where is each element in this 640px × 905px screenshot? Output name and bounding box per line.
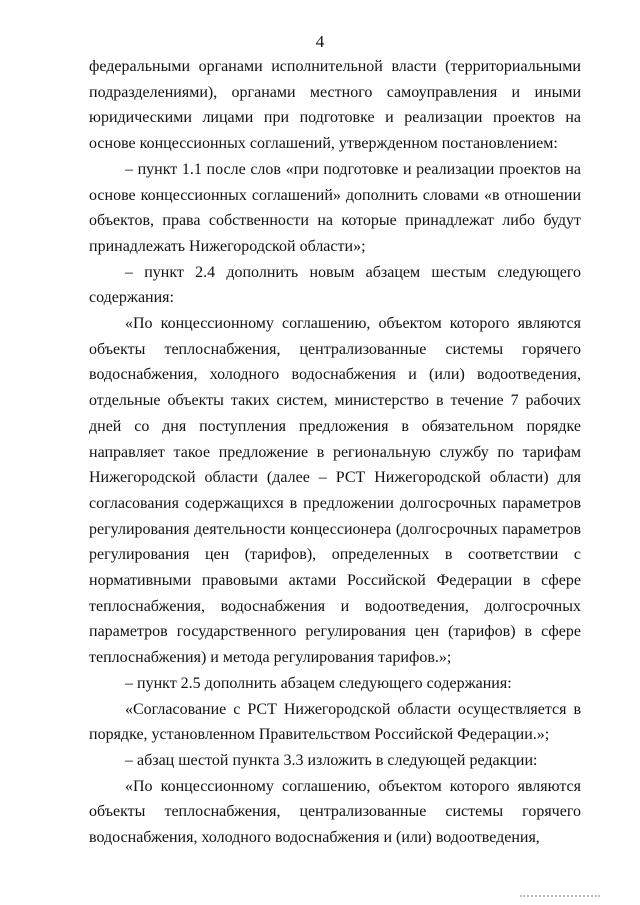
paragraph-item-1-1: – пункт 1.1 после слов «при подготовке и реализации проектов на основе концессионных соглашений» дополнить словами «в отношении объектов, права собственности на которые принадлежат либо будут принадлежать Нижегородской области»;: [89, 160, 581, 255]
paragraph-item-2-4: – пункт 2.4 дополнить новым абзацем шестым следующего содержания:: [89, 263, 581, 307]
paragraph-continuation: федеральными органами исполнительной власти (территориальными подразделениями), органами местного самоуправления и иными юридическими лицами при подготовке и реализации проектов на основе концессионных соглашений, утвержденном постановлением:: [89, 58, 581, 153]
paragraph-quote-2-5: «Согласование с РСТ Нижегородской области осуществляется в порядке, установленном Правительством Российской Федерации.»;: [89, 700, 581, 744]
paragraph-item-3-3: – абзац шестой пункта 3.3 изложить в следующей редакции:: [125, 751, 538, 769]
paragraph-quote-3-3: «По концессионному соглашению, объектом которого являются объекты теплоснабжения, централизованные системы горячего водоснабжения, холодного водоснабжения и (или) водоотведения,: [89, 777, 581, 847]
footer-mark: [520, 895, 600, 901]
paragraph-quote-2-4: «По концессионному соглашению, объектом которого являются объекты теплоснабжения, централизованные системы горячего водоснабжения, холодного водоснабжения и (или) водоотведения, отдельные объекты таких систем, министерство в течение 7 рабочих дней со дня поступления предложения в обязательном порядке направляет такое предложение в региональную службу по тарифам Нижегородской области (далее – РСТ Нижегородской области) для согласования содержащихся в предложении долгосрочных параметров регулирования деятельности концессионера (долгосрочных параметров регулирования цен (тарифов), определенных в соответствии с нормативными правовыми актами Российской Федерации в сфере теплоснабжения, водоснабжения и водоотведения, долгосрочных параметров государственного регулирования цен (тарифов) в сфере теплоснабжения) и метода регулирования тарифов.»;: [89, 315, 581, 667]
page-number: 4: [315, 32, 325, 51]
document-body: [89, 54, 581, 851]
paragraph-item-2-5: – пункт 2.5 дополнить абзацем следующего содержания:: [125, 674, 512, 692]
